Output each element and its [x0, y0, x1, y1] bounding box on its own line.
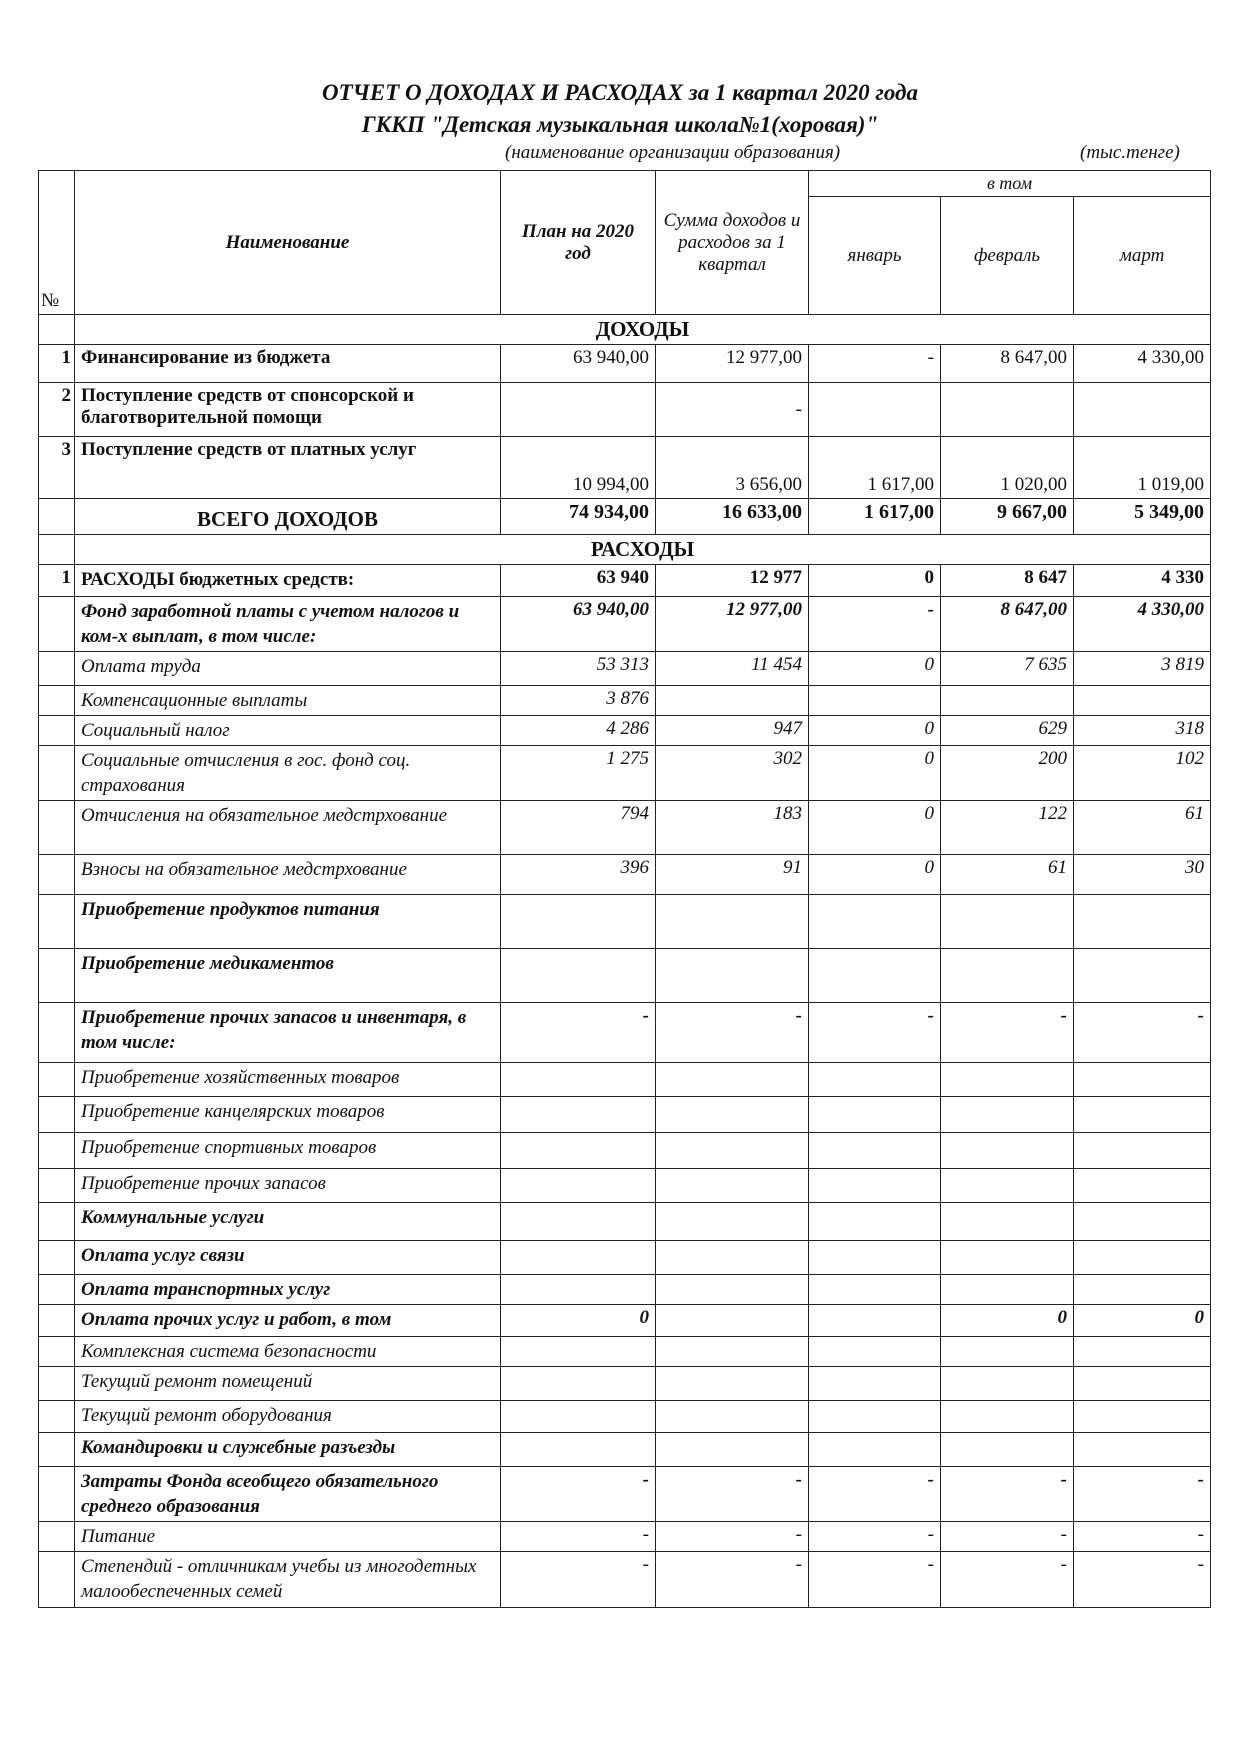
- row-name: Степендий - отличникам учебы из многодетных малообеспеченных семей: [75, 1552, 501, 1608]
- cell-plan: [501, 1097, 656, 1133]
- expense-row: [39, 746, 1211, 801]
- row-name: Приобретение канцелярских товаров: [75, 1097, 501, 1133]
- cell-feb: [941, 686, 1074, 716]
- cell-plan: -: [501, 1552, 656, 1608]
- expense-row: [39, 1433, 1211, 1467]
- row-number: [39, 1305, 75, 1337]
- header-jan: январь: [809, 197, 941, 315]
- row-number: [39, 1097, 75, 1133]
- cell-sum: [656, 1305, 809, 1337]
- cell-sum: -: [656, 1522, 809, 1552]
- row-number: [39, 1337, 75, 1367]
- expense-row: [39, 855, 1211, 895]
- cell-plan: 63 940: [501, 565, 656, 597]
- cell-sum: [656, 1169, 809, 1203]
- cell-mar: 318: [1074, 716, 1211, 746]
- row-name: Питание: [75, 1522, 501, 1552]
- cell-jan: [809, 1241, 941, 1275]
- cell-jan: [809, 383, 941, 437]
- cell-sum: [656, 949, 809, 1003]
- cell-plan: 10 994,00: [501, 437, 656, 499]
- cell-feb: [941, 1133, 1074, 1169]
- header-mar: март: [1074, 197, 1211, 315]
- organization-title: ГККП "Детская музыкальная школа№1(хоровая)": [361, 112, 879, 137]
- cell-sum: 11 454: [656, 652, 809, 686]
- cell-plan: [501, 949, 656, 1003]
- income-section-title: ДОХОДЫ: [75, 315, 1211, 345]
- cell-jan: [809, 1203, 941, 1241]
- cell-sum: -: [656, 1003, 809, 1063]
- cell-jan: 0: [809, 746, 941, 801]
- cell-plan: 4 286: [501, 716, 656, 746]
- cell-sum: [656, 1063, 809, 1097]
- cell-jan: [809, 1433, 941, 1467]
- cell-jan: [809, 1063, 941, 1097]
- row-name: Приобретение продуктов питания: [75, 895, 501, 949]
- expense-row: [39, 652, 1211, 686]
- row-number: [39, 1169, 75, 1203]
- header-num: №: [39, 171, 75, 315]
- cell-feb: [941, 1275, 1074, 1305]
- cell-feb: -: [941, 1467, 1074, 1522]
- row-name: Поступление средств от платных услуг: [75, 437, 501, 499]
- cell-mar: 0: [1074, 1305, 1211, 1337]
- row-number: 2: [39, 383, 75, 437]
- cell-plan: -: [501, 1003, 656, 1063]
- cell-plan: 1 275: [501, 746, 656, 801]
- row-name: Командировки и служебные разъезды: [75, 1433, 501, 1467]
- row-number: [39, 597, 75, 652]
- expense-section-row: [39, 535, 1211, 565]
- cell-jan: 0: [809, 652, 941, 686]
- cell-feb: 629: [941, 716, 1074, 746]
- cell-feb: [941, 1097, 1074, 1133]
- row-name: Коммунальные услуги: [75, 1203, 501, 1241]
- row-number: 1: [39, 565, 75, 597]
- cell-feb: [941, 1241, 1074, 1275]
- cell-sum: [656, 1203, 809, 1241]
- cell-sum: 91: [656, 855, 809, 895]
- cell-sum: [656, 1433, 809, 1467]
- cell-feb: -: [941, 1003, 1074, 1063]
- cell-feb: [941, 1337, 1074, 1367]
- row-number: 1: [39, 345, 75, 383]
- row-name: Компенсационные выплаты: [75, 686, 501, 716]
- cell-jan: -: [809, 1522, 941, 1552]
- cell-mar: 102: [1074, 746, 1211, 801]
- cell-jan: -: [809, 345, 941, 383]
- cell-mar: [1074, 1433, 1211, 1467]
- cell-jan: [809, 949, 941, 1003]
- cell-jan: [809, 1275, 941, 1305]
- row-name: Приобретение прочих запасов и инвентаря, в том числе:: [75, 1003, 501, 1063]
- cell-jan: [809, 1097, 941, 1133]
- cell-plan: 3 876: [501, 686, 656, 716]
- cell-feb: [941, 895, 1074, 949]
- expense-section-title: РАСХОДЫ: [75, 535, 1211, 565]
- expense-row: [39, 1337, 1211, 1367]
- income-section-row: [39, 315, 1211, 345]
- cell-mar: -: [1074, 1552, 1211, 1608]
- row-name: Оплата транспортных услуг: [75, 1275, 501, 1305]
- cell-plan: [501, 1401, 656, 1433]
- cell-sum: 12 977: [656, 565, 809, 597]
- expense-row: [39, 1552, 1211, 1608]
- cell-plan: -: [501, 1522, 656, 1552]
- income-total-row: [39, 499, 1211, 535]
- row-name: Оплата труда: [75, 652, 501, 686]
- cell-feb: [941, 949, 1074, 1003]
- cell-mar: 3 819: [1074, 652, 1211, 686]
- expense-row: [39, 1169, 1211, 1203]
- expense-row: [39, 895, 1211, 949]
- header-feb: февраль: [941, 197, 1074, 315]
- expense-row: [39, 597, 1211, 652]
- cell-jan: [809, 1169, 941, 1203]
- cell-mar: 4 330,00: [1074, 345, 1211, 383]
- cell-mar: -: [1074, 1003, 1211, 1063]
- cell-plan: [501, 1337, 656, 1367]
- cell-feb: [941, 1169, 1074, 1203]
- expense-row: [39, 565, 1211, 597]
- cell-jan: [809, 895, 941, 949]
- expense-row: [39, 1063, 1211, 1097]
- cell-plan: [501, 1169, 656, 1203]
- cell-mar: [1074, 1063, 1211, 1097]
- row-name: Затраты Фонда всеобщего обязательного среднего образования: [75, 1467, 501, 1522]
- row-number: [39, 1433, 75, 1467]
- cell-jan: [809, 1133, 941, 1169]
- cell-feb: 8 647,00: [941, 345, 1074, 383]
- row-number: [39, 1063, 75, 1097]
- expense-row: [39, 1467, 1211, 1522]
- expense-row: [39, 686, 1211, 716]
- row-name: Взносы на обязательное медстрхование: [75, 855, 501, 895]
- cell-mar: [1074, 1241, 1211, 1275]
- cell-feb: 200: [941, 746, 1074, 801]
- cell-feb: [941, 1367, 1074, 1401]
- cell-mar: [1074, 1337, 1211, 1367]
- income-row: [39, 437, 1211, 499]
- cell-mar: 1 019,00: [1074, 437, 1211, 499]
- cell-jan: [809, 1367, 941, 1401]
- cell-plan: 396: [501, 855, 656, 895]
- cell-mar: 30: [1074, 855, 1211, 895]
- row-name: Оплата услуг связи: [75, 1241, 501, 1275]
- cell-mar: [1074, 895, 1211, 949]
- expense-row: [39, 1305, 1211, 1337]
- expense-row: [39, 1097, 1211, 1133]
- cell-mar: [1074, 686, 1211, 716]
- cell-plan: [501, 895, 656, 949]
- row-number: [39, 1467, 75, 1522]
- cell-sum: 12 977,00: [656, 345, 809, 383]
- table-header-row: [39, 171, 1211, 197]
- cell-mar: [1074, 383, 1211, 437]
- cell-feb: [941, 1433, 1074, 1467]
- cell-plan: [501, 383, 656, 437]
- cell-plan: [501, 1133, 656, 1169]
- cell-jan: 0: [809, 801, 941, 855]
- cell-jan: [809, 1305, 941, 1337]
- cell-jan: [809, 1337, 941, 1367]
- cell-plan: [501, 1241, 656, 1275]
- row-name: Оплата прочих услуг и работ, в том: [75, 1305, 501, 1337]
- cell-sum: [656, 1241, 809, 1275]
- cell-plan: [501, 1203, 656, 1241]
- row-name: Комплексная система безопасности: [75, 1337, 501, 1367]
- cell-mar: 4 330: [1074, 565, 1211, 597]
- expense-row: [39, 1367, 1211, 1401]
- cell-sum: [656, 1337, 809, 1367]
- expense-row: [39, 949, 1211, 1003]
- cell-jan: 0: [809, 855, 941, 895]
- row-number: [39, 1003, 75, 1063]
- expense-row: [39, 1401, 1211, 1433]
- row-name: Поступление средств от спонсорской и благотворительной помощи: [75, 383, 501, 437]
- row-name: Приобретение медикаментов: [75, 949, 501, 1003]
- cell-sum: [656, 1133, 809, 1169]
- expense-row: [39, 1275, 1211, 1305]
- cell-jan: -: [809, 1552, 941, 1608]
- cell-sum: 3 656,00: [656, 437, 809, 499]
- report-title: ОТЧЕТ О ДОХОДАХ И РАСХОДАХ за 1 квартал 2020 года: [322, 80, 918, 105]
- row-number: [39, 652, 75, 686]
- cell-sum: -: [656, 383, 809, 437]
- total-feb: 9 667,00: [941, 499, 1074, 535]
- cell-jan: 1 617,00: [809, 437, 941, 499]
- row-name: Социальные отчисления в гос. фонд соц. страхования: [75, 746, 501, 801]
- total-jan: 1 617,00: [809, 499, 941, 535]
- cell-jan: -: [809, 1003, 941, 1063]
- expense-row: [39, 1522, 1211, 1552]
- cell-jan: 0: [809, 565, 941, 597]
- cell-mar: [1074, 1275, 1211, 1305]
- cell-jan: -: [809, 597, 941, 652]
- cell-plan: 53 313: [501, 652, 656, 686]
- row-number: [39, 1522, 75, 1552]
- row-name: Приобретение прочих запасов: [75, 1169, 501, 1203]
- cell-mar: [1074, 1097, 1211, 1133]
- cell-sum: 947: [656, 716, 809, 746]
- cell-plan: 0: [501, 1305, 656, 1337]
- expense-row: [39, 1203, 1211, 1241]
- row-number: [39, 801, 75, 855]
- row-number: [39, 895, 75, 949]
- row-number: [39, 1275, 75, 1305]
- cell-sum: 12 977,00: [656, 597, 809, 652]
- expense-row: [39, 716, 1211, 746]
- cell-sum: -: [656, 1467, 809, 1522]
- total-sum: 16 633,00: [656, 499, 809, 535]
- cell-mar: -: [1074, 1522, 1211, 1552]
- row-name: Текущий ремонт оборудования: [75, 1401, 501, 1433]
- cell-jan: 0: [809, 716, 941, 746]
- total-mar: 5 349,00: [1074, 499, 1211, 535]
- cell-sum: [656, 686, 809, 716]
- cell-sum: [656, 895, 809, 949]
- cell-jan: [809, 1401, 941, 1433]
- cell-feb: [941, 1203, 1074, 1241]
- row-number: [39, 1552, 75, 1608]
- expense-row: [39, 1133, 1211, 1169]
- row-name: Приобретение спортивных товаров: [75, 1133, 501, 1169]
- expense-row: [39, 801, 1211, 855]
- cell-mar: [1074, 1169, 1211, 1203]
- income-row: [39, 345, 1211, 383]
- row-number: [39, 855, 75, 895]
- header-in-that: в том: [809, 171, 1211, 197]
- cell-mar: [1074, 949, 1211, 1003]
- cell-feb: 7 635: [941, 652, 1074, 686]
- organization-caption: (наименование организации образования): [505, 142, 841, 163]
- unit-caption: (тыс.тенге): [1080, 142, 1180, 163]
- cell-feb: 122: [941, 801, 1074, 855]
- header-sum: Сумма доходов и расходов за 1 квартал: [656, 171, 809, 315]
- cell-mar: [1074, 1367, 1211, 1401]
- row-number: 3: [39, 437, 75, 499]
- cell-feb: 0: [941, 1305, 1074, 1337]
- cell-sum: 183: [656, 801, 809, 855]
- cell-plan: [501, 1433, 656, 1467]
- expense-row: [39, 1003, 1211, 1063]
- row-name: Социальный налог: [75, 716, 501, 746]
- cell-feb: -: [941, 1522, 1074, 1552]
- cell-jan: -: [809, 1467, 941, 1522]
- cell-feb: [941, 383, 1074, 437]
- total-num-cell: [39, 499, 75, 535]
- header-plan: План на 2020 год: [501, 171, 656, 315]
- report-table: [38, 170, 1211, 1608]
- cell-sum: [656, 1275, 809, 1305]
- cell-mar: [1074, 1401, 1211, 1433]
- cell-sum: -: [656, 1552, 809, 1608]
- row-name: Текущий ремонт помещений: [75, 1367, 501, 1401]
- row-number: [39, 1401, 75, 1433]
- expense-row: [39, 1241, 1211, 1275]
- cell-mar: 61: [1074, 801, 1211, 855]
- cell-mar: [1074, 1133, 1211, 1169]
- cell-plan: 794: [501, 801, 656, 855]
- cell-feb: -: [941, 1552, 1074, 1608]
- cell-plan: 63 940,00: [501, 345, 656, 383]
- cell-feb: [941, 1401, 1074, 1433]
- cell-plan: -: [501, 1467, 656, 1522]
- cell-sum: [656, 1401, 809, 1433]
- row-number: [39, 686, 75, 716]
- cell-jan: [809, 686, 941, 716]
- row-name: Финансирование из бюджета: [75, 345, 501, 383]
- row-number: [39, 746, 75, 801]
- income-section-num-cell: [39, 315, 75, 345]
- total-plan: 74 934,00: [501, 499, 656, 535]
- header-name: Наименование: [75, 171, 501, 315]
- row-number: [39, 716, 75, 746]
- cell-mar: [1074, 1203, 1211, 1241]
- row-number: [39, 1241, 75, 1275]
- income-row: [39, 383, 1211, 437]
- row-number: [39, 949, 75, 1003]
- cell-mar: 4 330,00: [1074, 597, 1211, 652]
- row-name: Фонд заработной платы с учетом налогов и ком-х выплат, в том числе:: [75, 597, 501, 652]
- row-number: [39, 1133, 75, 1169]
- cell-plan: [501, 1063, 656, 1097]
- cell-feb: 8 647: [941, 565, 1074, 597]
- cell-feb: 1 020,00: [941, 437, 1074, 499]
- cell-plan: [501, 1367, 656, 1401]
- row-number: [39, 1203, 75, 1241]
- row-number: [39, 1367, 75, 1401]
- total-label: ВСЕГО ДОХОДОВ: [75, 499, 501, 535]
- cell-feb: [941, 1063, 1074, 1097]
- cell-sum: [656, 1097, 809, 1133]
- cell-sum: 302: [656, 746, 809, 801]
- cell-plan: [501, 1275, 656, 1305]
- row-name: РАСХОДЫ бюджетных средств:: [75, 565, 501, 597]
- cell-plan: 63 940,00: [501, 597, 656, 652]
- cell-feb: 8 647,00: [941, 597, 1074, 652]
- cell-sum: [656, 1367, 809, 1401]
- row-name: Отчисления на обязательное медстрхование: [75, 801, 501, 855]
- row-name: Приобретение хозяйственных товаров: [75, 1063, 501, 1097]
- cell-mar: -: [1074, 1467, 1211, 1522]
- cell-feb: 61: [941, 855, 1074, 895]
- expense-section-num-cell: [39, 535, 75, 565]
